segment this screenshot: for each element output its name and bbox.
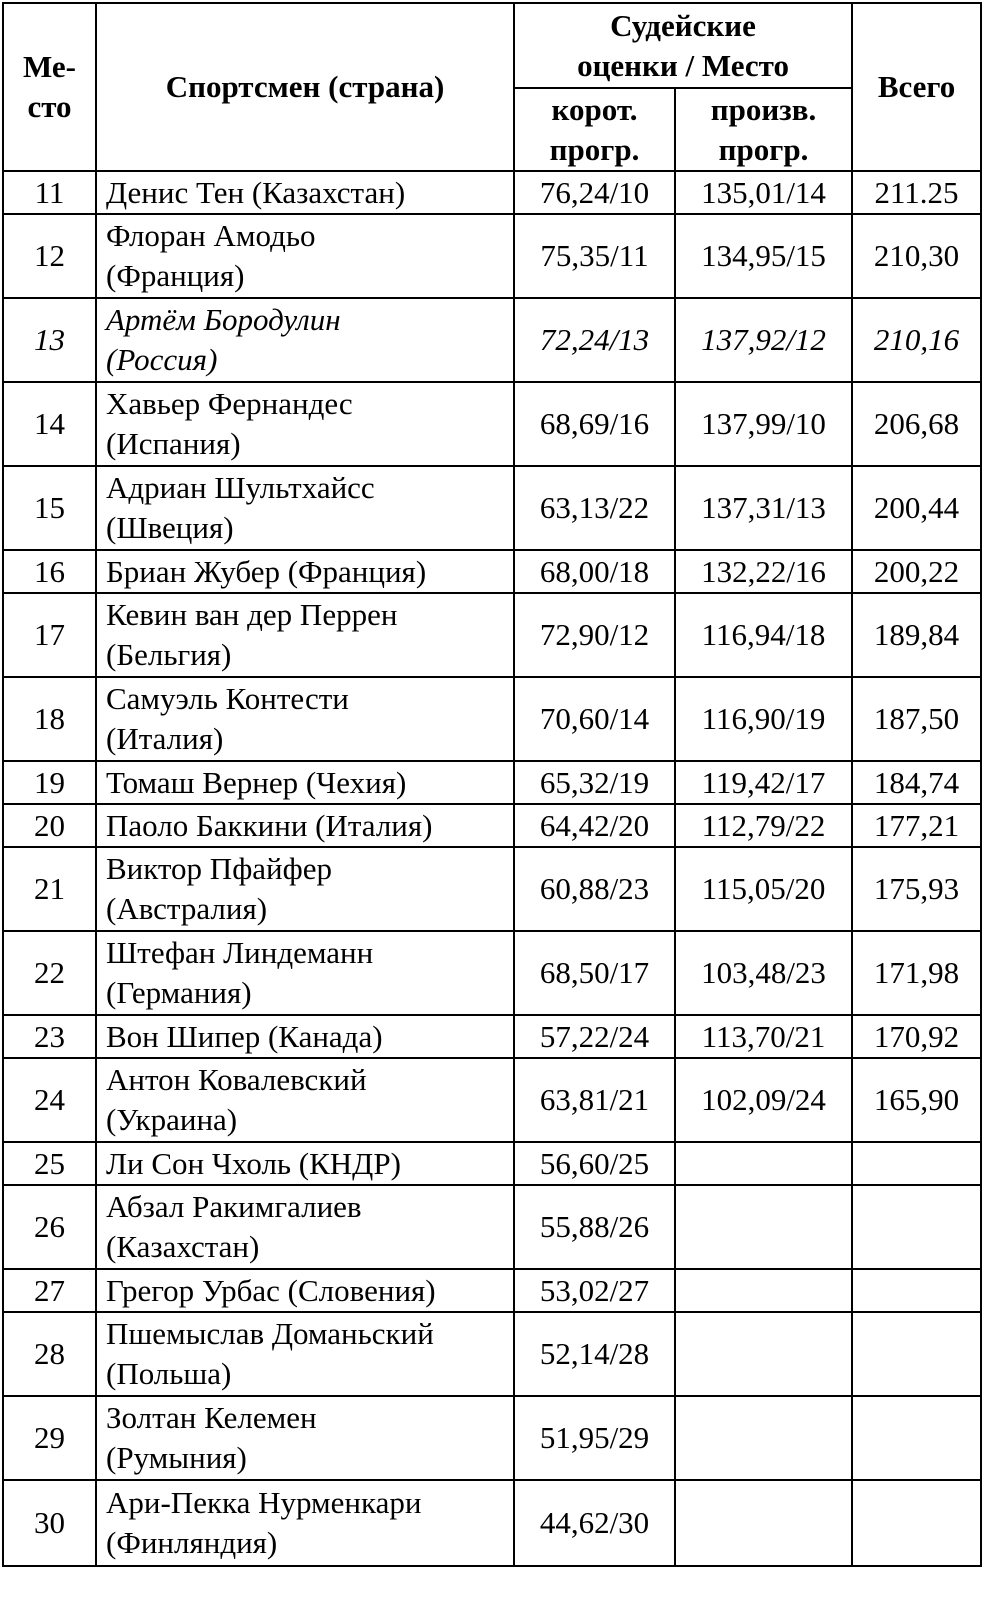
total-cell: 187,50 xyxy=(852,677,981,761)
table-row xyxy=(3,1269,981,1312)
total-cell: 210,16 xyxy=(852,298,981,382)
free-program-cell: 115,05/20 xyxy=(675,847,852,931)
athlete-name: Артём Бородулин xyxy=(106,302,341,337)
short-program-cell: 75,35/11 xyxy=(514,214,675,298)
table-row xyxy=(3,1480,981,1566)
total-cell xyxy=(852,1269,981,1312)
short-program-cell: 63,81/21 xyxy=(514,1058,675,1142)
short-program-cell: 63,13/22 xyxy=(514,466,675,550)
header-place-line1: Ме- xyxy=(23,49,76,84)
short-program-cell: 52,14/28 xyxy=(514,1312,675,1396)
table-row xyxy=(3,382,981,466)
table-row xyxy=(3,1142,981,1185)
header-free-line2: прогр. xyxy=(718,131,809,167)
athlete-cell xyxy=(96,804,514,847)
short-program-cell: 76,24/10 xyxy=(514,171,675,214)
table-row xyxy=(3,847,981,931)
athlete-country: (Бельгия) xyxy=(106,637,232,672)
athlete-name: Паоло Баккини (Италия) xyxy=(106,807,433,843)
short-program-cell: 68,00/18 xyxy=(514,550,675,593)
athlete-cell xyxy=(96,1269,514,1312)
athlete-name: Вон Шипер (Канада) xyxy=(106,1018,383,1054)
free-program-cell: 112,79/22 xyxy=(675,804,852,847)
table-row xyxy=(3,1015,981,1058)
athlete-cell xyxy=(96,593,514,677)
total-cell xyxy=(852,1185,981,1269)
table-body xyxy=(3,171,981,1566)
table-row xyxy=(3,466,981,550)
total-cell: 206,68 xyxy=(852,382,981,466)
short-program-cell: 72,90/12 xyxy=(514,593,675,677)
place-cell: 24 xyxy=(3,1058,96,1142)
athlete-country: (Германия) xyxy=(106,975,252,1010)
place-cell: 20 xyxy=(3,804,96,847)
athlete-cell xyxy=(96,847,514,931)
athlete-cell xyxy=(96,382,514,466)
athlete-name: Антон Ковалевский xyxy=(106,1062,367,1097)
table-row xyxy=(3,550,981,593)
free-program-cell: 134,95/15 xyxy=(675,214,852,298)
free-program-cell: 116,90/19 xyxy=(675,677,852,761)
short-program-cell: 64,42/20 xyxy=(514,804,675,847)
free-program-cell xyxy=(675,1185,852,1269)
free-program-cell xyxy=(675,1269,852,1312)
place-cell: 19 xyxy=(3,761,96,804)
athlete-cell xyxy=(96,1480,514,1566)
table-header xyxy=(3,3,981,171)
athlete-country: (Австралия) xyxy=(106,891,268,926)
place-cell: 16 xyxy=(3,550,96,593)
athlete-name: Самуэль Контести xyxy=(106,681,349,716)
athlete-cell xyxy=(96,466,514,550)
athlete-country: (Испания) xyxy=(106,426,241,461)
athlete-name: Денис Тен (Казахстан) xyxy=(106,174,406,210)
athlete-cell xyxy=(96,1312,514,1396)
table-row xyxy=(3,1058,981,1142)
short-program-cell: 56,60/25 xyxy=(514,1142,675,1185)
athlete-name: Кевин ван дер Перрен xyxy=(106,597,398,632)
header-place xyxy=(3,3,96,171)
short-program-cell: 65,32/19 xyxy=(514,761,675,804)
total-cell: 165,90 xyxy=(852,1058,981,1142)
athlete-country: (Румыния) xyxy=(106,1440,247,1475)
header-short-line1: корот. xyxy=(551,91,638,127)
results-table xyxy=(2,2,982,1567)
athlete-cell xyxy=(96,1015,514,1058)
header-judges-line1: Судейские xyxy=(610,7,756,43)
place-cell: 22 xyxy=(3,931,96,1015)
short-program-cell: 70,60/14 xyxy=(514,677,675,761)
athlete-cell xyxy=(96,1058,514,1142)
athlete-country: (Швеция) xyxy=(106,510,234,545)
table-row xyxy=(3,677,981,761)
total-cell xyxy=(852,1312,981,1396)
athlete-name: Бриан Жубер (Франция) xyxy=(106,553,427,589)
total-cell: 170,92 xyxy=(852,1015,981,1058)
free-program-cell: 132,22/16 xyxy=(675,550,852,593)
athlete-cell xyxy=(96,550,514,593)
place-cell: 11 xyxy=(3,171,96,214)
table-row xyxy=(3,1185,981,1269)
free-program-cell xyxy=(675,1396,852,1480)
athlete-cell xyxy=(96,1142,514,1185)
athlete-country: (Франция) xyxy=(106,258,245,293)
table-row xyxy=(3,171,981,214)
free-program-cell: 137,99/10 xyxy=(675,382,852,466)
athlete-country: (Италия) xyxy=(106,721,224,756)
athlete-cell xyxy=(96,677,514,761)
header-short-line2: прогр. xyxy=(549,131,640,167)
athlete-name: Пшемыслав Доманьский xyxy=(106,1316,434,1351)
total-cell: 175,93 xyxy=(852,847,981,931)
short-program-cell: 53,02/27 xyxy=(514,1269,675,1312)
athlete-cell xyxy=(96,298,514,382)
total-cell: 210,30 xyxy=(852,214,981,298)
place-cell: 18 xyxy=(3,677,96,761)
place-cell: 13 xyxy=(3,298,96,382)
athlete-cell xyxy=(96,214,514,298)
free-program-cell: 103,48/23 xyxy=(675,931,852,1015)
athlete-name: Ари-Пекка Нурменкари xyxy=(106,1485,422,1520)
free-program-cell xyxy=(675,1142,852,1185)
total-cell xyxy=(852,1396,981,1480)
athlete-name: Хавьер Фернандес xyxy=(106,386,353,421)
place-cell: 26 xyxy=(3,1185,96,1269)
total-cell xyxy=(852,1142,981,1185)
place-cell: 29 xyxy=(3,1396,96,1480)
place-cell: 12 xyxy=(3,214,96,298)
short-program-cell: 44,62/30 xyxy=(514,1480,675,1566)
header-place-line2: сто xyxy=(27,89,72,124)
athlete-name: Ли Сон Чхоль (КНДР) xyxy=(106,1145,401,1181)
place-cell: 17 xyxy=(3,593,96,677)
free-program-cell xyxy=(675,1480,852,1566)
athlete-country: (Казахстан) xyxy=(106,1229,260,1264)
athlete-cell xyxy=(96,931,514,1015)
free-program-cell xyxy=(675,1312,852,1396)
short-program-cell: 60,88/23 xyxy=(514,847,675,931)
table-row xyxy=(3,298,981,382)
free-program-cell: 137,92/12 xyxy=(675,298,852,382)
header-free-program xyxy=(675,88,852,171)
place-cell: 30 xyxy=(3,1480,96,1566)
table-row xyxy=(3,931,981,1015)
table-row xyxy=(3,1396,981,1480)
athlete-name: Штефан Линдеманн xyxy=(106,935,374,970)
header-total: Всего xyxy=(852,3,981,171)
athlete-name: Флоран Амодьо xyxy=(106,218,316,253)
place-cell: 14 xyxy=(3,382,96,466)
athlete-country: (Украина) xyxy=(106,1102,238,1137)
total-cell: 189,84 xyxy=(852,593,981,677)
total-cell: 177,21 xyxy=(852,804,981,847)
athlete-name: Томаш Вернер (Чехия) xyxy=(106,764,407,800)
free-program-cell: 137,31/13 xyxy=(675,466,852,550)
place-cell: 28 xyxy=(3,1312,96,1396)
athlete-name: Адриан Шультхайсс xyxy=(106,470,375,505)
header-athlete: Спортсмен (страна) xyxy=(96,3,514,171)
total-cell: 184,74 xyxy=(852,761,981,804)
table-row xyxy=(3,593,981,677)
athlete-cell xyxy=(96,761,514,804)
athlete-country: (Россия) xyxy=(106,342,218,377)
short-program-cell: 51,95/29 xyxy=(514,1396,675,1480)
table-row xyxy=(3,214,981,298)
place-cell: 23 xyxy=(3,1015,96,1058)
short-program-cell: 68,69/16 xyxy=(514,382,675,466)
free-program-cell: 119,42/17 xyxy=(675,761,852,804)
free-program-cell: 116,94/18 xyxy=(675,593,852,677)
athlete-cell xyxy=(96,171,514,214)
short-program-cell: 55,88/26 xyxy=(514,1185,675,1269)
athlete-country: (Польша) xyxy=(106,1356,232,1391)
place-cell: 27 xyxy=(3,1269,96,1312)
total-cell: 211.25 xyxy=(852,171,981,214)
place-cell: 25 xyxy=(3,1142,96,1185)
free-program-cell: 102,09/24 xyxy=(675,1058,852,1142)
total-cell: 200,22 xyxy=(852,550,981,593)
header-short-program xyxy=(514,88,675,171)
short-program-cell: 68,50/17 xyxy=(514,931,675,1015)
place-cell: 21 xyxy=(3,847,96,931)
athlete-name: Виктор Пфайфер xyxy=(106,851,332,886)
free-program-cell: 113,70/21 xyxy=(675,1015,852,1058)
header-judges-scores xyxy=(514,3,852,88)
place-cell: 15 xyxy=(3,466,96,550)
header-free-line1: произв. xyxy=(710,91,817,127)
athlete-name: Абзал Ракимгалиев xyxy=(106,1189,362,1224)
short-program-cell: 57,22/24 xyxy=(514,1015,675,1058)
athlete-country: (Финляндия) xyxy=(106,1525,278,1560)
total-cell: 171,98 xyxy=(852,931,981,1015)
table-row xyxy=(3,1312,981,1396)
athlete-name: Грегор Урбас (Словения) xyxy=(106,1272,436,1308)
short-program-cell: 72,24/13 xyxy=(514,298,675,382)
total-cell xyxy=(852,1480,981,1566)
athlete-name: Золтан Келемен xyxy=(106,1400,317,1435)
table-row xyxy=(3,761,981,804)
athlete-cell xyxy=(96,1185,514,1269)
table-row xyxy=(3,804,981,847)
athlete-cell xyxy=(96,1396,514,1480)
header-judges-line2: оценки / Место xyxy=(577,47,789,83)
total-cell: 200,44 xyxy=(852,466,981,550)
free-program-cell: 135,01/14 xyxy=(675,171,852,214)
